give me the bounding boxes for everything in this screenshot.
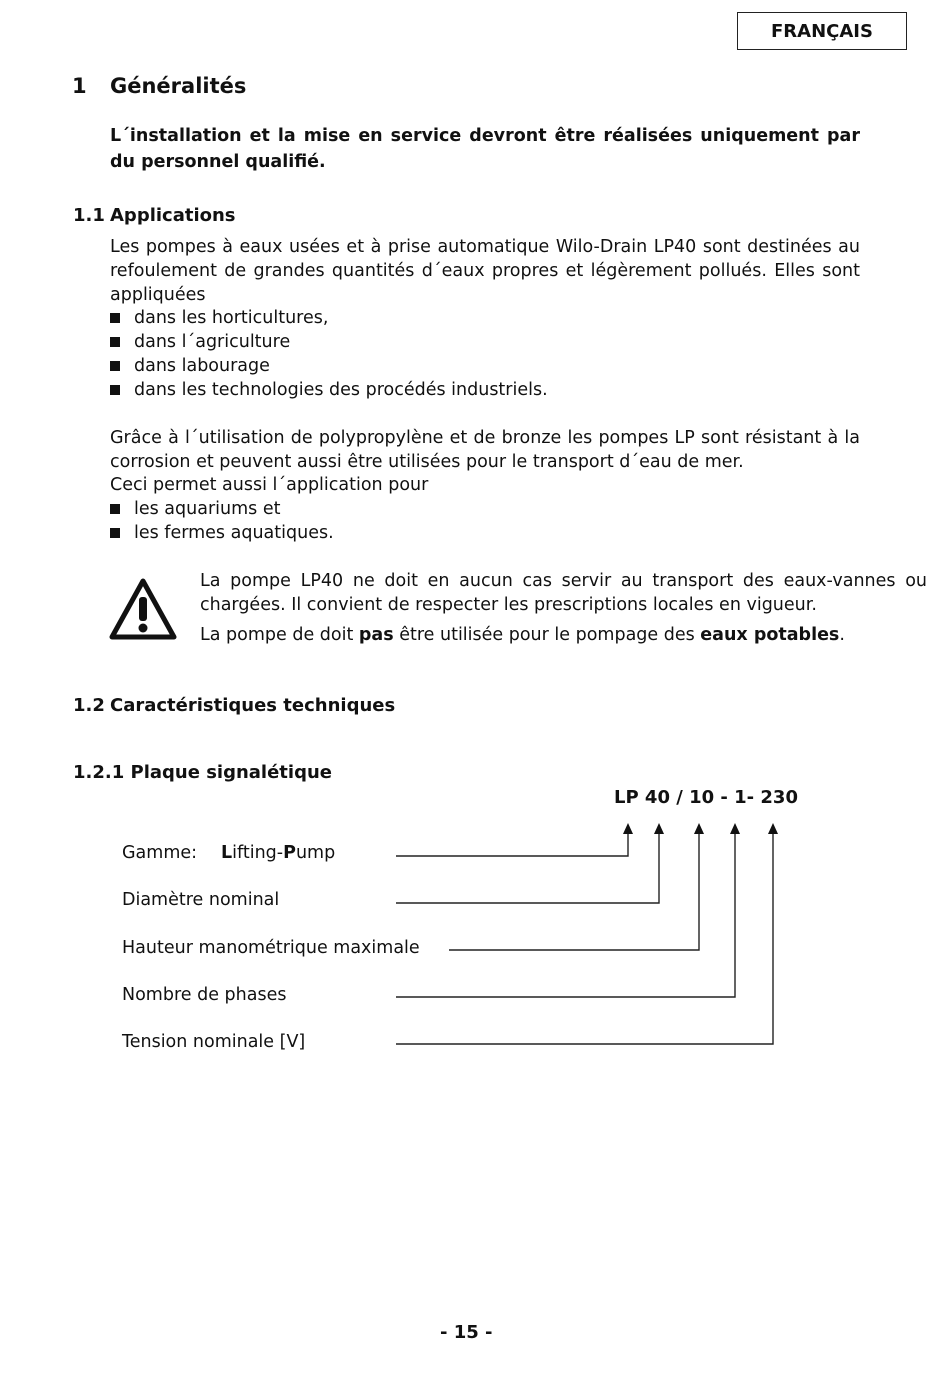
section-title: Généralités (110, 74, 247, 98)
subsection-title: Caractéristiques techniques (110, 695, 396, 716)
list-item: dans l´agriculture (110, 330, 548, 354)
voltage-label: Tension nominale [V] (122, 1032, 306, 1052)
list-item: dans labourage (110, 354, 548, 378)
language-badge: FRANÇAIS (737, 12, 907, 50)
phases-label: Nombre de phases (122, 985, 287, 1005)
warning-text: La pompe LP40 ne doit en aucun cas servir au transport des eaux-vannes ou chargées. Il convient de respecter les prescriptions locales en vigueur. (200, 571, 927, 615)
gamme-label: Gamme: (122, 843, 198, 863)
head-label: Hauteur manométrique maximale (122, 938, 420, 958)
diameter-label: Diamètre nominal (122, 890, 280, 910)
gamme-value: Lifting-Pump (221, 843, 336, 863)
subsection-number: 1.2 (73, 695, 105, 716)
list-item: dans les technologies des procédés industriels. (110, 378, 548, 402)
application-paragraph: Ceci permet aussi l´application pour (110, 475, 429, 495)
list-item: les fermes aquatiques. (110, 521, 334, 545)
subsubsection-title: 1.2.1 Plaque signalétique (73, 762, 332, 783)
intro-text: L´installation et la mise en service devront être réalisées uniquement par du personnel qualifié. (110, 126, 860, 172)
model-code: LP 40 / 10 - 1- 230 (614, 787, 798, 808)
corrosion-paragraph: Grâce à l´utilisation de polypropylène et de bronze les pompes LP sont résistant à la corrosion et peuvent aussi être utilisées pour le transport d´eau de mer. (110, 428, 860, 472)
warning-text-potable: La pompe de doit pas être utilisée pour le pompage des eaux potables. (200, 625, 845, 645)
subsection-title: Applications (110, 205, 236, 226)
page-number: - 15 - (440, 1322, 493, 1343)
list-item: dans les horticultures, (110, 306, 548, 330)
subsection-number: 1.1 (73, 205, 105, 226)
section-number: 1 (72, 74, 87, 98)
list-item: les aquariums et (110, 497, 334, 521)
applications-paragraph: Les pompes à eaux usées et à prise automatique Wilo-Drain LP40 sont destinées au refoulement de grandes quantités d´eaux propres et légèrement pollués. Elles sont appliquées (110, 237, 860, 305)
